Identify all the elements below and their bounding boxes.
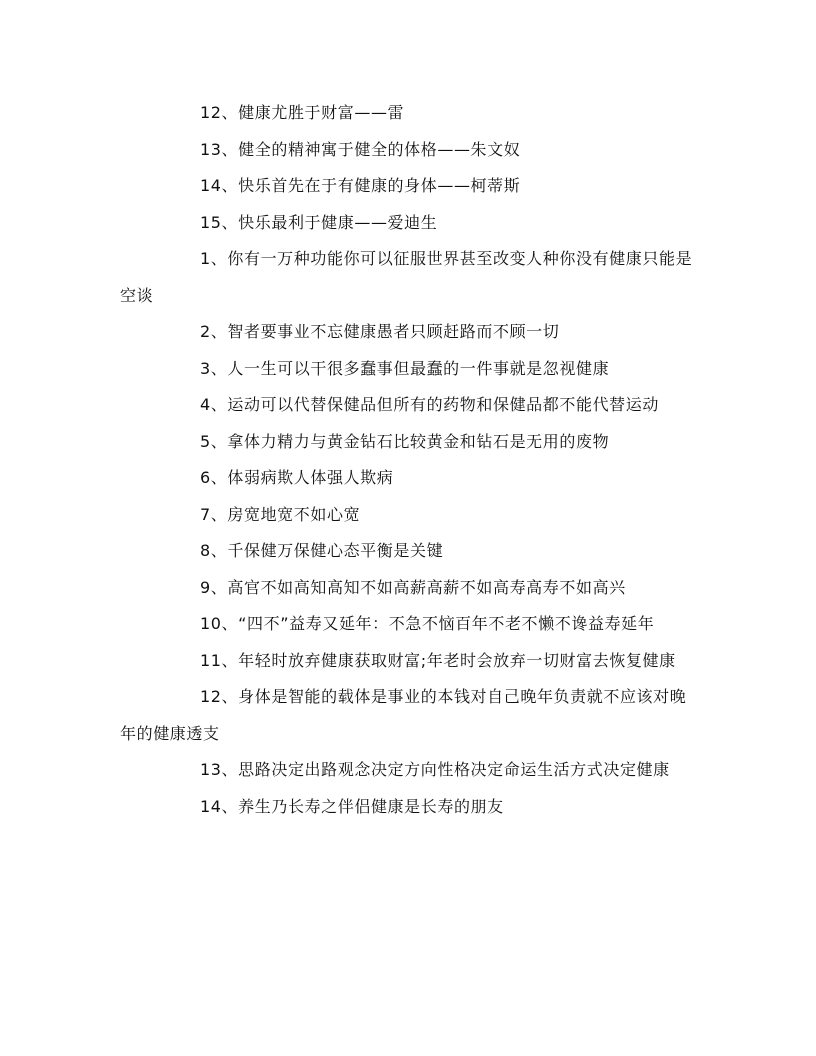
- paragraph: 5、拿体力精力与黄金钻石比较黄金和钻石是无用的废物: [200, 431, 610, 451]
- paragraph: 14、快乐首先在于有健康的身体——柯蒂斯: [200, 176, 521, 195]
- paragraph: 15、快乐最利于健康——爱迪生: [200, 212, 438, 232]
- paragraph: 11、年轻时放弃健康获取财富;年老时会放弃一切财富去恢复健康: [200, 650, 676, 670]
- paragraph: 13、健全的精神寓于健全的体格——朱文奴: [200, 139, 521, 159]
- paragraph: 6、体弱病欺人体强人欺病: [200, 468, 394, 487]
- paragraph: 14、养生乃长寿之伴侣健康是长寿的朋友: [200, 796, 504, 816]
- paragraph: 8、千保健万保健心态平衡是关键: [200, 541, 444, 560]
- paragraph: 12、身体是智能的载体是事业的本钱对自己晚年负责就不应该对晚年的健康透支: [120, 687, 687, 743]
- paragraph: 12、健康尤胜于财富——雷: [200, 103, 405, 122]
- paragraph: 1、你有一万种功能你可以征服世界甚至改变人种你没有健康只能是空谈: [120, 249, 693, 305]
- document-body: [120, 95, 695, 825]
- paragraph: 13、思路决定出路观念决定方向性格决定命运生活方式决定健康: [200, 760, 670, 779]
- paragraph: 10、“四不”益寿又延年：不急不恼百年不老不懒不谗益寿延年: [200, 614, 655, 633]
- paragraph: 4、运动可以代替保健品但所有的药物和保健品都不能代替运动: [200, 395, 659, 414]
- paragraph: 9、高官不如高知高知不如高薪高薪不如高寿高寿不如高兴: [200, 577, 626, 597]
- paragraph: 2、智者要事业不忘健康愚者只顾赶路而不顾一切: [200, 322, 560, 341]
- paragraph: 3、人一生可以干很多蠢事但最蠢的一件事就是忽视健康: [200, 358, 610, 378]
- paragraph: 7、房宽地宽不如心宽: [200, 504, 361, 524]
